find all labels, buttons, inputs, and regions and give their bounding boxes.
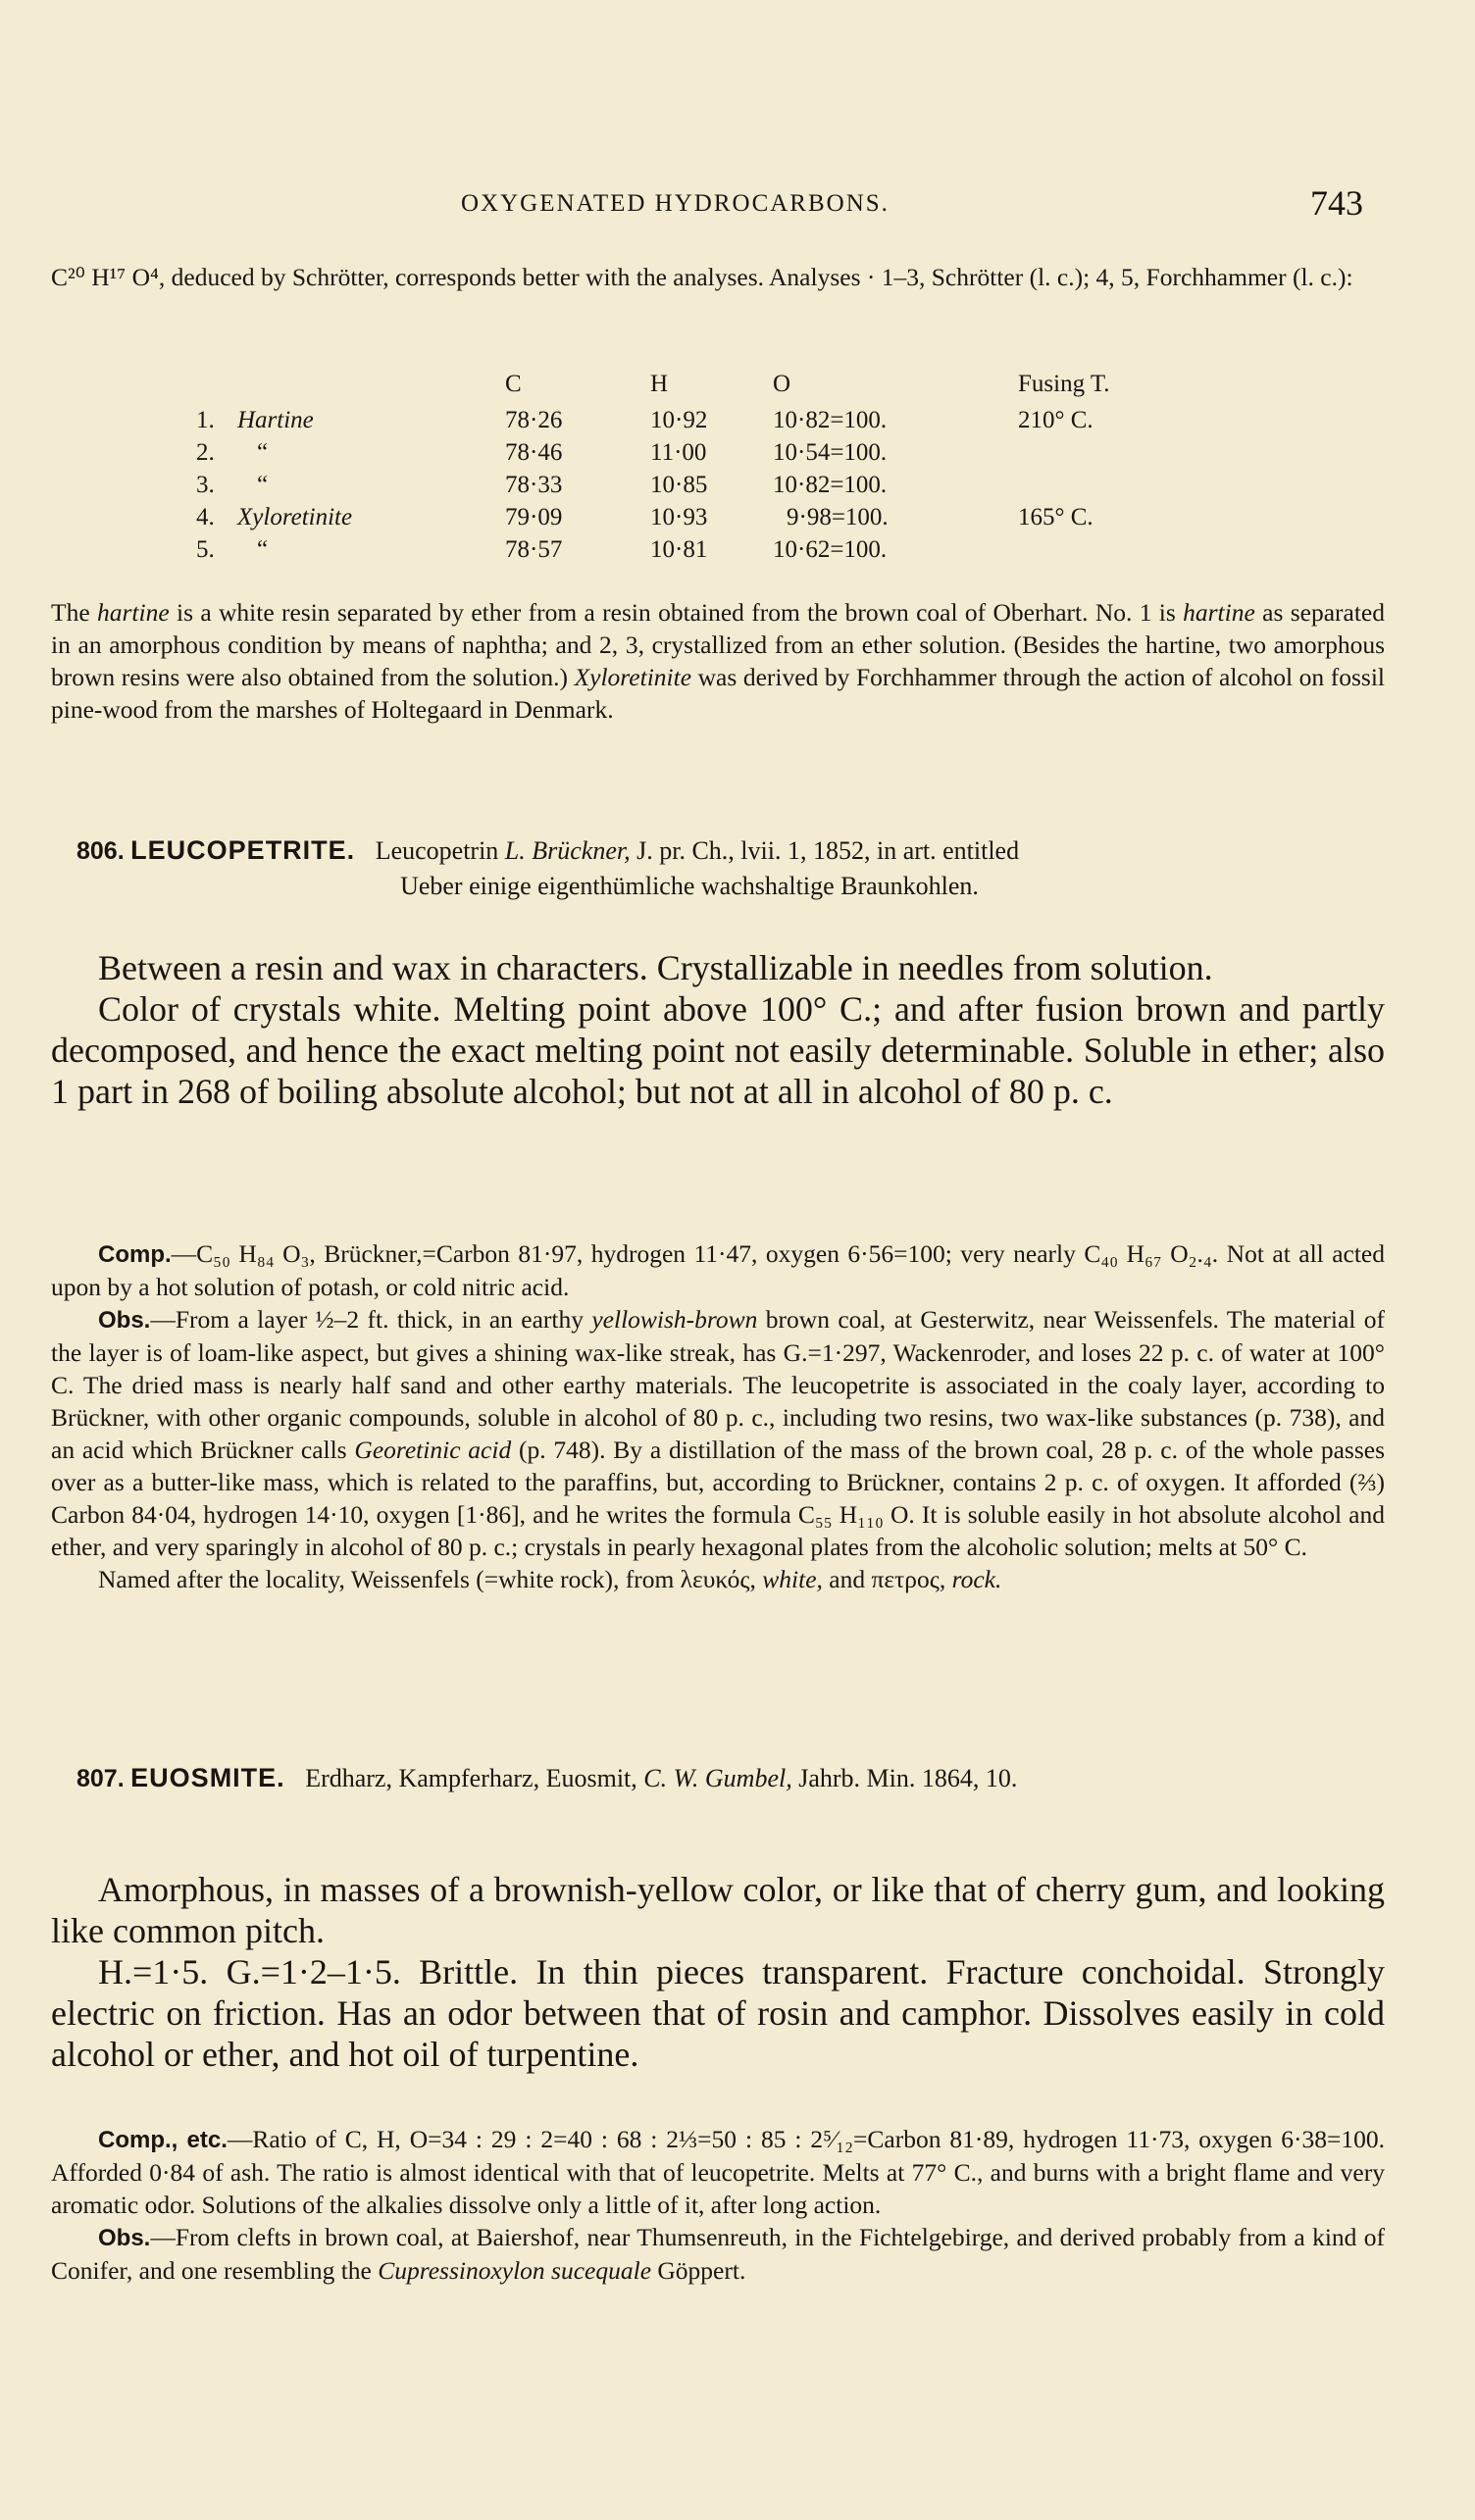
description-paragraph: Color of crystals white. Melting point above 100° C.; and after fusion brown and partly decomposed, and hence the exact melting point not easily determinable. Soluble in ether; also 1 part in 268 of boiling absolute alcohol; but not at all in alcohol of 80 p. c.: [51, 989, 1385, 1111]
text-run: and: [822, 1565, 872, 1593]
section-806-description: [51, 947, 1385, 1112]
section-number: 806.: [76, 837, 125, 865]
text-run: —Ratio of C, H, O=34 : 29 : 2=40 : 68 : 2⅓=50 : 85 : 2⁵⁄₁₂=Carbon 81·89, hydrogen 11·73, oxygen 6·38=100. Afforded 0·84 of ash. The ratio is almost identical with that of leucopetrite. Melts at 77° C., and burns with a bright flame and very aromatic odor. Solutions of the alkalies dissolve only a little of it, after long action.: [51, 2125, 1385, 2219]
text-run: —From clefts in brown coal, at Baiershof, near Thumsenreuth, in the Fichtelgebirge, and derived probably from a kind of Conifer, and one resembling the: [51, 2223, 1385, 2285]
text-run: as separated in an amorphous condition by means of naphtha; and 2, 3, crystallized from an ether solution. (Besides the hartine, two amorphous brown resins were also obtained from the solution.): [51, 598, 1385, 691]
observation-label: Obs.: [98, 1307, 151, 1334]
cell-o: 9·98=100.: [787, 503, 889, 530]
text-run: (p. 748). By a distillation of the mass of the brown coal, 28 p. c. of the whole passes over as a butter-like mass, which is related to the paraffins, but, according to Brückner, contains 2 p. c. of oxygen. It afforded (⅔) Carbon 84·04, hydrogen 14·10, oxygen [1·86], and he writes the formula C₅₅ H₁₁₀ O. It is soluble easily in hot absolute alcohol and ether, and very sparingly in alcohol of 80 p. c.; crystals in pearly hexagonal plates from the alcoholic solution; melts at 50° C.: [51, 1436, 1386, 1561]
description-paragraph: Amorphous, in masses of a brownish-yellow color, or like that of cherry gum, and looking like common pitch.: [51, 1870, 1385, 1950]
col-header-h: H: [650, 371, 669, 397]
cell-c: 78·57: [505, 535, 563, 563]
reference-title: Ueber einige eigenthümliche wachshaltige Braunkohlen.: [400, 872, 979, 900]
section-807-heading: [76, 1761, 1381, 1796]
cell-c: 79·09: [505, 503, 563, 530]
text-italic: yellowish-brown: [591, 1305, 758, 1334]
observation-paragraph: [51, 2221, 1385, 2287]
greek-word: πετρος,: [871, 1565, 946, 1593]
composition-label: Comp., etc.: [98, 2127, 228, 2153]
cell-h: 10·93: [650, 503, 708, 530]
row-index: 3.: [196, 471, 215, 498]
table-row: [196, 404, 1185, 436]
text-italic: Cupressinoxylon sucequale: [378, 2256, 652, 2285]
section-806-heading: [76, 833, 1381, 903]
text-italic: Georetinic acid: [354, 1436, 512, 1464]
page-number: 743: [1310, 183, 1363, 223]
table-row: [196, 436, 1185, 469]
table-header-row: [196, 365, 1185, 404]
row-name: “: [257, 438, 269, 466]
section-807-description: [51, 1869, 1385, 2075]
hartine-paragraph: [51, 596, 1385, 726]
text-run: is a white resin separated by ether from a resin obtained from the brown coal of Oberhart. No. 1 is: [169, 598, 1184, 627]
row-name: Hartine: [237, 406, 314, 433]
text-italic: hartine: [1183, 598, 1255, 627]
col-header-o: O: [773, 371, 791, 397]
cell-o: 10·62=100.: [773, 535, 888, 563]
text-run: —C₅₀ H₈₄ O₃, Brückner,=Carbon 81·97, hydrogen 11·47, oxygen 6·56=100; very nearly C₄₀ H₆₇ O₂.₄. Not at all acted upon by a hot solution of potash, or cold nitric acid.: [51, 1239, 1385, 1301]
cell-h: 10·81: [650, 535, 708, 563]
reference-text: Erdharz, Kampferharz, Euosmit,: [305, 1764, 644, 1792]
cell-o: 10·82=100.: [773, 471, 888, 498]
row-name: “: [257, 471, 269, 498]
table-row: [196, 469, 1185, 501]
description-paragraph: H.=1·5. G.=1·2–1·5. Brittle. In thin pieces transparent. Fracture conchoidal. Strongly electric on friction. Has an odor between that of rosin and camphor. Dissolves easily in cold alcohol or ether, and hot oil of turpentine.: [51, 1952, 1385, 2074]
text-italic: rock.: [951, 1565, 1002, 1593]
cell-h: 11·00: [650, 438, 707, 466]
analysis-table: [196, 365, 1185, 566]
analysis-intro: C²⁰ H¹⁷ O⁴, deduced by Schrötter, corresponds better with the analyses. Analyses · 1–3, Schrötter (l. c.); 4, 5, Forchhammer (l. c.):: [51, 263, 1353, 291]
row-index: 5.: [196, 535, 215, 563]
reference-text: Leucopetrin: [375, 836, 505, 865]
text-italic: white,: [762, 1565, 823, 1593]
row-index: 2.: [196, 438, 215, 466]
cell-o: 10·54=100.: [773, 438, 888, 466]
greek-word: λευκός,: [680, 1565, 756, 1593]
row-index: 1.: [196, 406, 215, 433]
cell-o: 10·82=100.: [773, 406, 888, 433]
mineral-name: EUOSMITE.: [130, 1763, 285, 1792]
reference-author: L. Brückner,: [504, 836, 631, 865]
composition-paragraph: [51, 2123, 1385, 2221]
cell-fusing: 165° C.: [1018, 503, 1094, 530]
cell-c: 78·33: [505, 471, 563, 498]
cell-c: 78·46: [505, 438, 563, 466]
text-run: Named after the locality, Weissenfels (=white rock), from: [98, 1565, 681, 1593]
text-run: Göppert.: [651, 2256, 746, 2285]
section-807-notes: [51, 2123, 1385, 2287]
col-header-fusing: Fusing T.: [1018, 371, 1110, 397]
cell-fusing: [1018, 469, 1185, 501]
row-index: 4.: [196, 503, 215, 530]
text-run: was derived by Forchhammer through the action of alcohol on fossil pine-wood from the marshes of Holtegaard in Denmark.: [51, 663, 1386, 724]
reference-author: C. W. Gumbel,: [643, 1764, 792, 1792]
cell-h: 10·85: [650, 471, 708, 498]
text-run: The: [51, 598, 97, 627]
cell-h: 10·92: [650, 406, 708, 433]
cell-c: 78·26: [505, 406, 563, 433]
reference-text: J. pr. Ch., lvii. 1, 1852, in art. entitled: [630, 836, 1020, 865]
text-run: —From a layer ½–2 ft. thick, in an earthy: [150, 1305, 592, 1334]
cell-fusing: 210° C.: [1018, 406, 1094, 433]
row-name: “: [257, 535, 269, 563]
table-row: [196, 501, 1185, 533]
cell-fusing: [1018, 436, 1185, 469]
table-row: [196, 533, 1185, 566]
observation-paragraph: [51, 1303, 1385, 1563]
section-806-notes: [51, 1237, 1385, 1595]
running-header: [0, 183, 1475, 226]
mineral-name: LEUCOPETRITE.: [130, 835, 356, 865]
description-paragraph: Between a resin and wax in characters. Crystallizable in needles from solution.: [98, 948, 1213, 987]
cell-fusing: [1018, 533, 1185, 566]
row-name: Xyloretinite: [237, 503, 353, 530]
running-title: OXYGENATED HYDROCARBONS.: [461, 190, 890, 217]
text-italic: Xyloretinite: [574, 663, 692, 691]
observation-label: Obs.: [98, 2225, 151, 2251]
reference-text: Jahrb. Min. 1864, 10.: [791, 1764, 1018, 1792]
text-run: brown coal, at Gesterwitz, near Weissenfels. The material of the layer is of loam-like aspect, but gives a shining wax-like streak, has G.=1·297, Wackenroder, and loses 22 p. c. of water at 100° C. The dried mass is nearly half sand and other earthy materials. The leucopetrite is associated in the coaly layer, according to Brückner, with other organic compounds, soluble in alcohol of 80 p. c., including two resins, two wax-like substances (p. 738), and an acid which Brückner calls: [51, 1305, 1385, 1464]
col-header-c: C: [505, 371, 522, 397]
composition-paragraph: [51, 1237, 1385, 1303]
text-italic: hartine: [96, 598, 170, 627]
composition-label: Comp.: [98, 1241, 172, 1268]
etymology-paragraph: [51, 1563, 1385, 1595]
section-number: 807.: [76, 1765, 125, 1792]
